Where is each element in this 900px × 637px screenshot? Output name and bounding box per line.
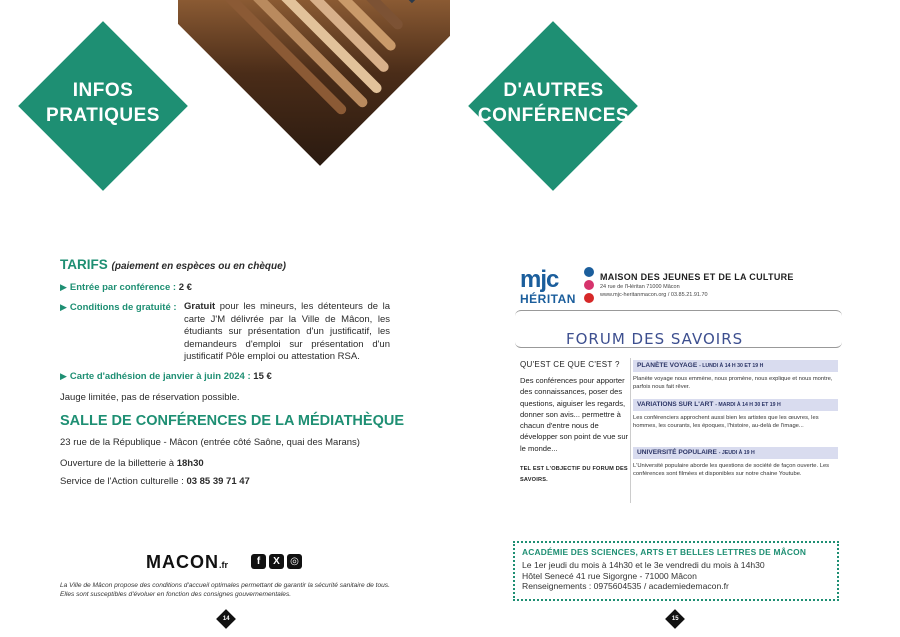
mjc-name: MAISON DES JEUNES ET DE LA CULTURE	[600, 272, 794, 282]
youtube-icon[interactable]	[584, 293, 594, 303]
question-body: Des conférences pour apporter des connaissances, poser des questions, aiguiser les regards, donner son avis... permettre à chacun d'entre nous de développer son point de vue sur le monde...	[520, 376, 629, 453]
academie-address: Hôtel Senecé 41 rue Sigorgne - 71000 Mâcon	[522, 570, 697, 581]
triangle-bullet-icon: ▶	[60, 282, 67, 292]
instagram-icon[interactable]: ◎	[287, 554, 302, 569]
facebook-icon[interactable]: f	[251, 554, 266, 569]
salle-heading: SALLE DE CONFÉRENCES DE LA MÉDIATHÈQUE	[60, 413, 404, 429]
page-right	[450, 0, 900, 637]
section-body: L'Université populaire aborde les questions de société de façon ouverte. Les conférences sont filmées et disponibles sur notre chaine Youtube.	[633, 463, 830, 477]
academie-box	[513, 541, 839, 601]
instagram-icon[interactable]	[584, 280, 594, 290]
gratuite-text: Gratuit pour les mineurs, les détenteurs de la carte J'M délivrée par la Ville de Mâcon, les étudiants sur présentation d'un justificatif, les demandeurs d'emploi sur présentation d'un justificatif Pôle emploi ou attestation RSA.	[184, 301, 391, 362]
audience-image	[178, 0, 450, 166]
academie-contact: Renseignements : 0975604535 / academiedemacon.fr	[522, 581, 729, 591]
conference-photo	[178, 0, 450, 237]
question-heading: QU'EST CE QUE C'EST ?	[520, 360, 620, 369]
section-heading: PLANÈTE VOYAGE - LUNDI À 14 H 30 ET 19 H	[633, 360, 838, 372]
carte-line: ▶ Carte d'adhésion de janvier à juin 2024 : 15 €	[60, 371, 272, 382]
divider	[630, 358, 631, 503]
tarifs-heading: TARIFS (paiement en espèces ou en chèque)	[60, 257, 287, 272]
mjc-flyer	[520, 258, 842, 503]
disclaimer: La Ville de Mâcon propose des conditions d'accueil optimales permettant de garantir la sécurité sanitaire de tous. Elles sont susceptibles d'évoluer en fonction des consignes gouvernementales.	[60, 582, 390, 598]
triangle-bullet-icon: ▶	[60, 302, 67, 312]
page-number-right: 15	[665, 609, 685, 629]
section-body: Planète voyage nous emmène, nous promène, nous explique et nous montre, parfois nous fait rêver.	[633, 376, 833, 390]
page-number-left: 14	[216, 609, 236, 629]
forum-title: FORUM DES SAVOIRS	[566, 330, 744, 348]
triangle-bullet-icon: ▶	[60, 371, 67, 381]
service-line: Service de l'Action culturelle : 03 85 39 71 47	[60, 476, 250, 487]
section-heading: UNIVERSITÉ POPULAIRE - JEUDI À 19 H	[633, 447, 838, 459]
mjc-logo-sub: HÉRITAN	[520, 292, 576, 306]
entree-line: ▶ Entrée par conférence : 2 €	[60, 282, 192, 293]
academie-title: ACADÉMIE DES SCIENCES, ARTS ET BELLES LETTRES DE MÂCON	[522, 547, 807, 557]
mjc-address: 24 rue de l'Héritan 71000 Mâcon	[600, 284, 680, 290]
mjc-web: www.mjc-heritanmacon.org / 03.85.21.91.70	[600, 292, 708, 298]
gratuite-label: ▶ Conditions de gratuité :	[60, 302, 177, 313]
mjc-logo: mjc	[520, 266, 559, 293]
infos-pratiques-title: INFOS PRATIQUES	[46, 80, 160, 126]
facebook-icon[interactable]	[584, 267, 594, 277]
salle-address: 23 rue de la République - Mâcon (entrée côté Saône, quai des Marans)	[60, 437, 360, 448]
section-body: Les conférenciers approchent aussi bien les artistes que les œuvres, les hommes, les courants, les époques, l'histoire, au-delà de l'image...	[633, 415, 819, 429]
question-caption: TEL EST L'OBJECTIF DU FORUM DES SAVOIRS.	[520, 466, 628, 483]
jauge-text: Jauge limitée, pas de réservation possible.	[60, 392, 240, 403]
x-twitter-icon[interactable]: X	[269, 554, 284, 569]
billetterie-line: Ouverture de la billetterie à 18h30	[60, 458, 204, 469]
autres-conferences-title: D'AUTRES CONFÉRENCES	[477, 80, 630, 126]
macon-logo: MACON.fr	[146, 552, 228, 572]
section-heading: VARIATIONS SUR L'ART - MARDI À 14 H 30 ET 19 H	[633, 399, 838, 411]
academie-schedule: Le 1er jeudi du mois à 14h30 et le 3e vendredi du mois à 14h30	[522, 560, 765, 570]
